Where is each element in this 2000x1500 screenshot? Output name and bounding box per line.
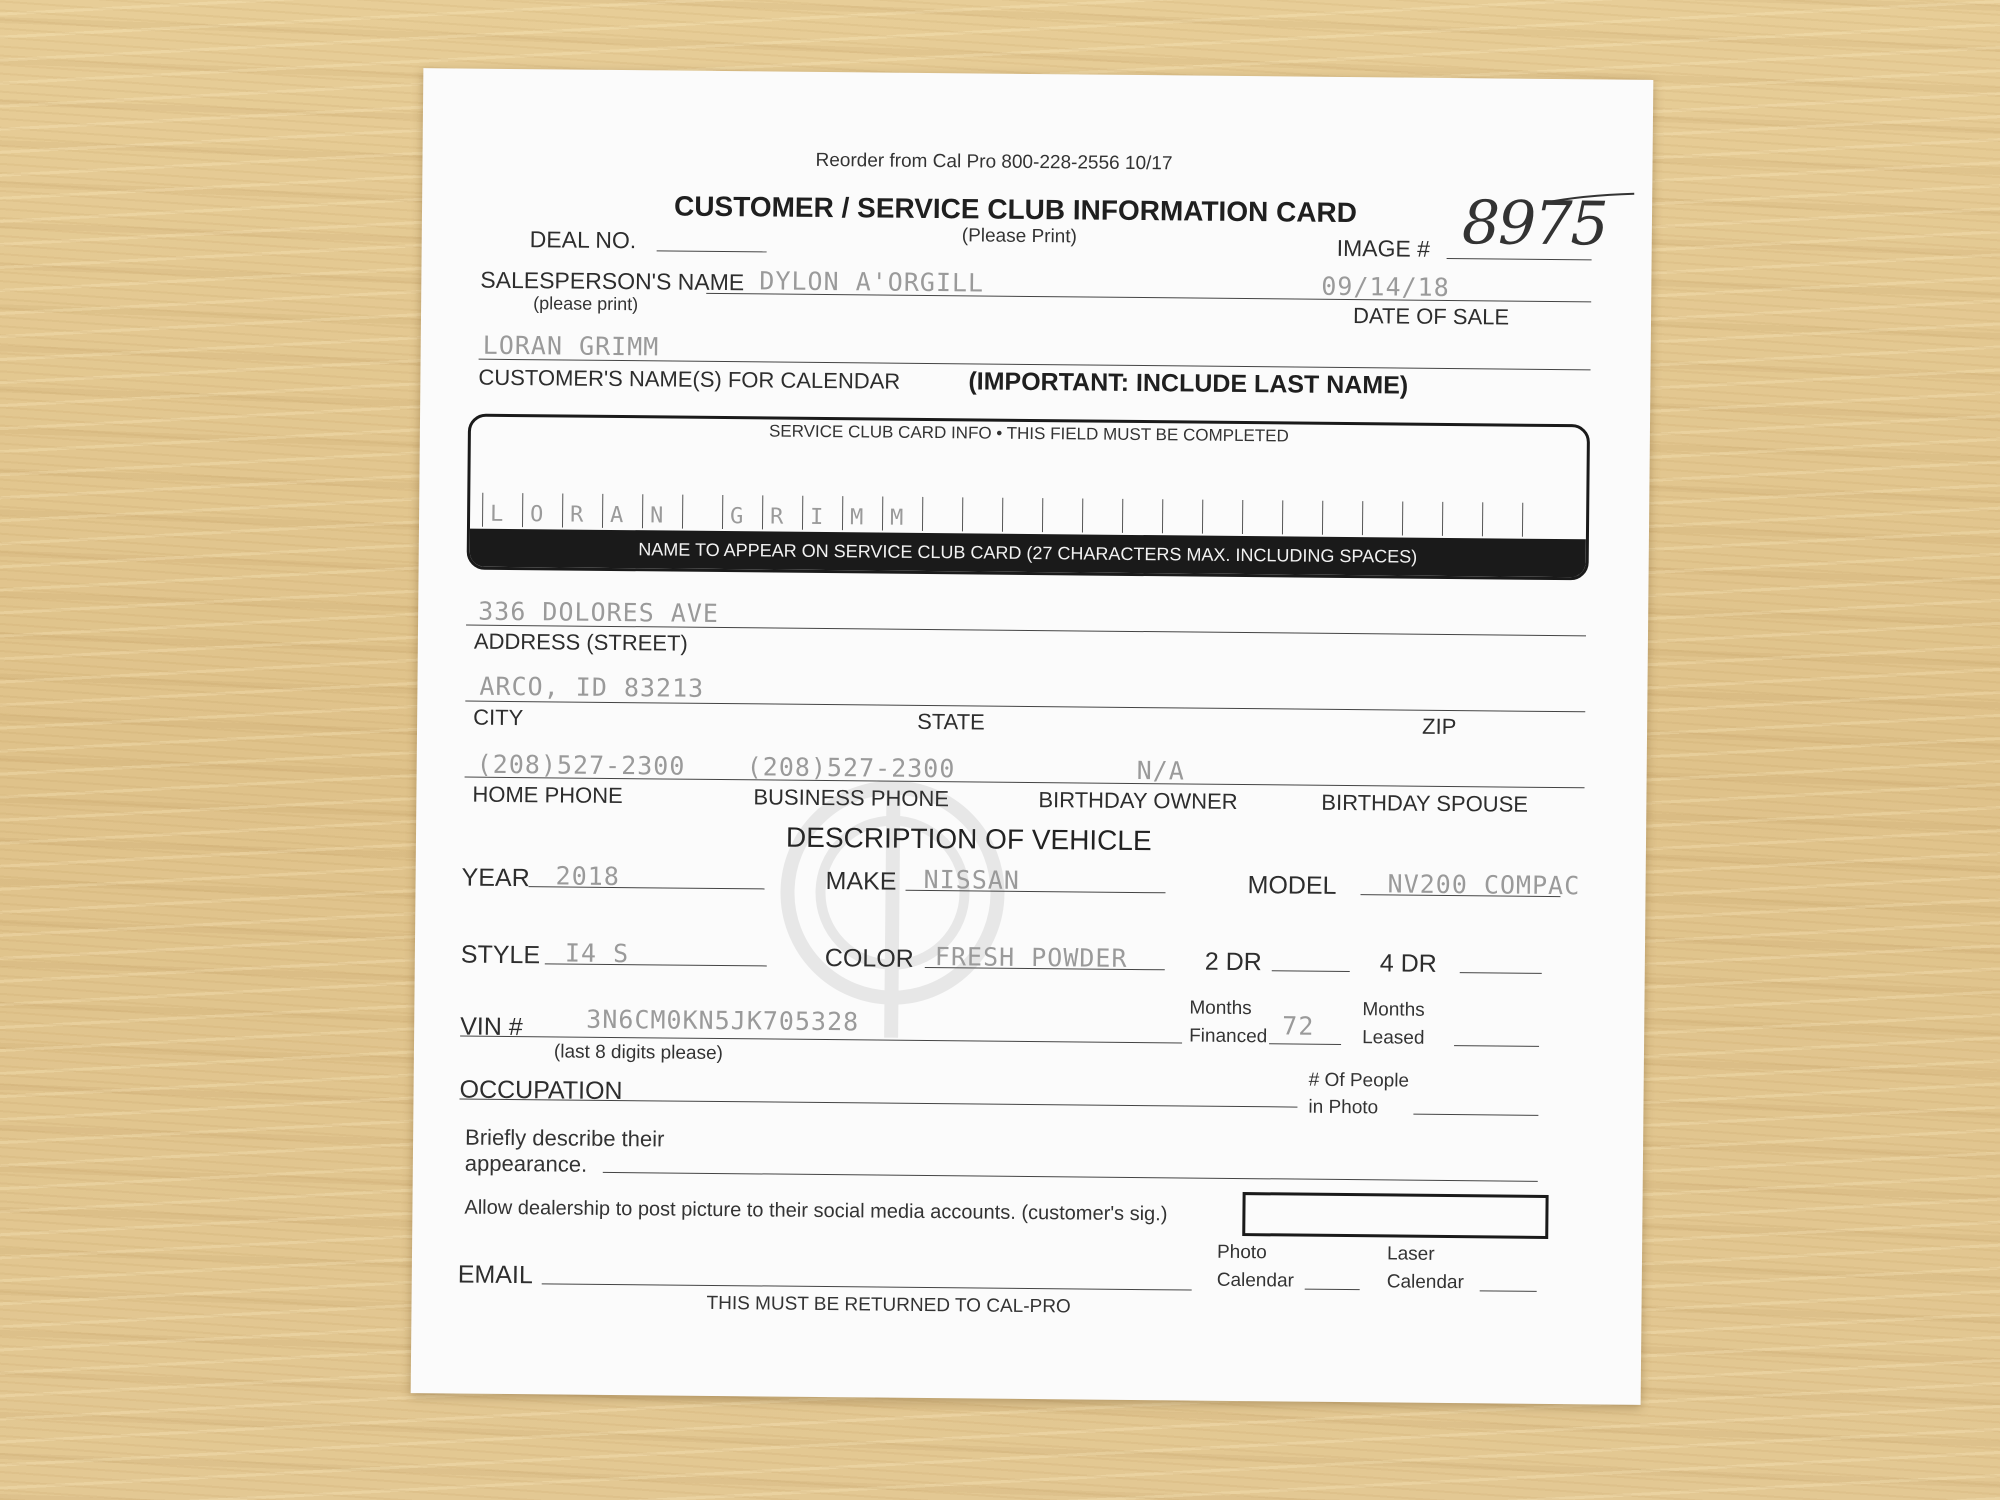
- customer-signature-box[interactable]: [1242, 1192, 1548, 1239]
- character-box-divider: [562, 493, 563, 527]
- people-in-photo-label-1: # Of People: [1308, 1069, 1410, 1092]
- reorder-line: Reorder from Cal Pro 800-228-2556 10/17: [815, 149, 1173, 175]
- city-value: ARCO, ID 83213: [479, 671, 705, 703]
- character-box-divider: [1282, 500, 1283, 534]
- salesperson-value: DYLON A'ORGILL: [759, 266, 985, 298]
- character-box[interactable]: [482, 487, 522, 527]
- state-label: STATE: [917, 708, 985, 735]
- city-state-zip-field[interactable]: [465, 701, 1585, 713]
- character-box-divider: [722, 495, 723, 529]
- occupation-label: OCCUPATION: [459, 1075, 623, 1106]
- birthday-owner-value: N/A: [1136, 756, 1185, 786]
- character-box[interactable]: [762, 489, 802, 529]
- character-box-divider: [602, 494, 603, 528]
- character-value: R: [569, 502, 584, 528]
- people-in-photo-label-2: in Photo: [1308, 1096, 1379, 1119]
- email-label: EMAIL: [457, 1260, 533, 1290]
- character-box[interactable]: [522, 487, 562, 527]
- character-box[interactable]: [842, 490, 882, 530]
- character-box-divider: [1202, 500, 1203, 534]
- laser-calendar-label-2: Calendar: [1386, 1271, 1464, 1294]
- zip-label: ZIP: [1421, 713, 1457, 740]
- four-door-label: 4 DR: [1379, 949, 1437, 978]
- image-label: IMAGE #: [1336, 234, 1431, 262]
- character-box-divider: [882, 497, 883, 531]
- character-box[interactable]: [1042, 492, 1082, 532]
- four-door-field[interactable]: [1460, 972, 1542, 974]
- character-box-divider: [1042, 498, 1043, 532]
- character-box-divider: [1122, 499, 1123, 533]
- character-box-divider: [1242, 500, 1243, 534]
- character-box-divider: [1362, 501, 1363, 535]
- image-number-handwritten: 8975: [1461, 188, 1607, 260]
- character-box-divider: [1082, 498, 1083, 532]
- customer-name-value: LORAN GRIMM: [482, 330, 660, 362]
- months-leased-field[interactable]: [1454, 1045, 1539, 1047]
- color-label: COLOR: [824, 944, 914, 973]
- photo-calendar-label-1: Photo: [1216, 1241, 1267, 1264]
- character-value: N: [649, 503, 664, 529]
- social-media-consent-label: Allow dealership to post picture to their social media accounts. (customer's sig.): [464, 1196, 1168, 1226]
- make-value: NISSAN: [923, 864, 1021, 895]
- character-value: M: [849, 505, 864, 531]
- address-value: 336 DOLORES AVE: [478, 596, 720, 628]
- character-box-divider: [1402, 502, 1403, 536]
- customer-name-label: CUSTOMER'S NAME(S) FOR CALENDAR: [478, 364, 901, 394]
- character-box-divider: [642, 494, 643, 528]
- color-value: FRESH POWDER: [934, 942, 1128, 973]
- character-value: I: [809, 504, 824, 530]
- appearance-field[interactable]: [603, 1172, 1538, 1182]
- character-box[interactable]: [1322, 495, 1362, 535]
- character-box[interactable]: [1402, 496, 1442, 536]
- character-box[interactable]: [1362, 495, 1402, 535]
- describe-label-1: Briefly describe their: [465, 1124, 665, 1152]
- two-door-label: 2 DR: [1204, 947, 1262, 977]
- style-value: I4 S: [564, 938, 630, 969]
- handwritten-stroke: [1542, 189, 1637, 210]
- character-value: R: [769, 504, 784, 530]
- deal-no-field[interactable]: [657, 250, 767, 252]
- character-box[interactable]: [1162, 493, 1202, 533]
- photo-calendar-label-2: Calendar: [1216, 1269, 1294, 1292]
- email-field[interactable]: [542, 1283, 1192, 1290]
- people-in-photo-field[interactable]: [1413, 1114, 1538, 1116]
- character-box-divider: [1162, 499, 1163, 533]
- character-box-divider: [1482, 502, 1483, 536]
- character-box-divider: [842, 496, 843, 530]
- character-box[interactable]: [682, 489, 722, 529]
- year-label: YEAR: [461, 863, 530, 893]
- please-print-note: (Please Print): [961, 225, 1078, 248]
- months-financed-field[interactable]: [1269, 1043, 1341, 1045]
- vin-label: VIN #: [460, 1012, 523, 1042]
- months-financed-value: 72: [1282, 1011, 1315, 1041]
- vin-sub-label: (last 8 digits please): [553, 1041, 724, 1065]
- city-label: CITY: [473, 704, 524, 731]
- return-note: THIS MUST BE RETURNED TO CAL-PRO: [706, 1292, 1071, 1318]
- character-box-divider: [762, 495, 763, 529]
- character-box[interactable]: [1002, 492, 1042, 532]
- character-value: G: [729, 504, 744, 530]
- home-phone-value: (208)527-2300: [476, 749, 686, 781]
- character-box[interactable]: [722, 489, 762, 529]
- date-of-sale-value: 09/14/18: [1321, 271, 1450, 302]
- character-box-divider: [802, 496, 803, 530]
- character-value: M: [889, 505, 904, 531]
- character-box-divider: [1442, 502, 1443, 536]
- business-phone-value: (208)527-2300: [746, 752, 956, 784]
- character-box[interactable]: [1082, 492, 1122, 532]
- character-box[interactable]: [922, 491, 962, 531]
- months-leased-label-2: Leased: [1362, 1027, 1425, 1049]
- vehicle-heading: DESCRIPTION OF VEHICLE: [785, 821, 1152, 857]
- service-club-card-field[interactable]: [467, 414, 1590, 581]
- date-of-sale-label: DATE OF SALE: [1352, 303, 1510, 330]
- character-box-divider: [522, 493, 523, 527]
- character-value: O: [529, 502, 544, 528]
- character-box-divider: [962, 497, 963, 531]
- character-box[interactable]: [642, 488, 682, 528]
- card-title: CUSTOMER / SERVICE CLUB INFORMATION CARD: [673, 190, 1358, 229]
- salesperson-sub-label: (please print): [533, 293, 639, 315]
- model-value: NV200 COMPAC: [1387, 869, 1581, 901]
- character-box[interactable]: [1282, 494, 1322, 534]
- birthday-spouse-label: BIRTHDAY SPOUSE: [1321, 789, 1529, 817]
- information-card: [411, 68, 1654, 1405]
- character-box[interactable]: [1202, 494, 1242, 534]
- character-box[interactable]: [1122, 493, 1162, 533]
- laser-calendar-field[interactable]: [1480, 1290, 1537, 1292]
- character-box[interactable]: [602, 488, 642, 528]
- character-box[interactable]: [802, 490, 842, 530]
- character-box-divider: [1522, 503, 1523, 537]
- phones-birthday-field[interactable]: [465, 777, 1585, 789]
- service-club-header: SERVICE CLUB CARD INFO • THIS FIELD MUST BE COMPLETED: [768, 421, 1289, 446]
- cal-pro-watermark-logo: [766, 771, 1019, 1043]
- character-box-divider: [682, 495, 683, 529]
- laser-calendar-label-1: Laser: [1386, 1243, 1435, 1265]
- months-financed-label-2: Financed: [1189, 1025, 1268, 1048]
- vin-value: 3N6CM0KN5JK705328: [586, 1004, 860, 1037]
- character-box[interactable]: [1442, 496, 1482, 536]
- character-box[interactable]: [962, 491, 1002, 531]
- make-label: MAKE: [825, 867, 897, 896]
- two-door-field[interactable]: [1272, 970, 1350, 972]
- address-label: ADDRESS (STREET): [473, 628, 688, 656]
- character-box[interactable]: [882, 491, 922, 531]
- deal-no-label: DEAL NO.: [529, 226, 637, 254]
- character-box-divider: [1002, 498, 1003, 532]
- character-box[interactable]: [1482, 496, 1522, 536]
- important-note: (IMPORTANT: INCLUDE LAST NAME): [968, 367, 1409, 400]
- salesperson-label: SALESPERSON'S NAME: [480, 266, 745, 296]
- year-value: 2018: [555, 861, 620, 892]
- business-phone-label: BUSINESS PHONE: [753, 784, 950, 812]
- character-box[interactable]: [562, 487, 602, 527]
- service-club-footer: NAME TO APPEAR ON SERVICE CLUB CARD (27 CHARACTERS MAX. INCLUDING SPACES): [470, 529, 1586, 578]
- photo-calendar-field[interactable]: [1305, 1289, 1360, 1291]
- character-value: L: [489, 501, 504, 527]
- character-box-divider: [1322, 501, 1323, 535]
- character-box-divider: [922, 497, 923, 531]
- birthday-owner-label: BIRTHDAY OWNER: [1038, 787, 1238, 814]
- character-box-divider: [482, 493, 483, 527]
- months-financed-label-1: Months: [1189, 997, 1252, 1020]
- character-value: A: [609, 502, 624, 529]
- describe-label-2: appearance.: [464, 1150, 588, 1177]
- model-label: MODEL: [1247, 871, 1337, 900]
- style-label: STYLE: [460, 940, 541, 970]
- home-phone-label: HOME PHONE: [472, 781, 623, 809]
- months-leased-label-1: Months: [1362, 999, 1425, 1021]
- character-box[interactable]: [1242, 494, 1282, 534]
- character-box[interactable]: [1522, 497, 1562, 537]
